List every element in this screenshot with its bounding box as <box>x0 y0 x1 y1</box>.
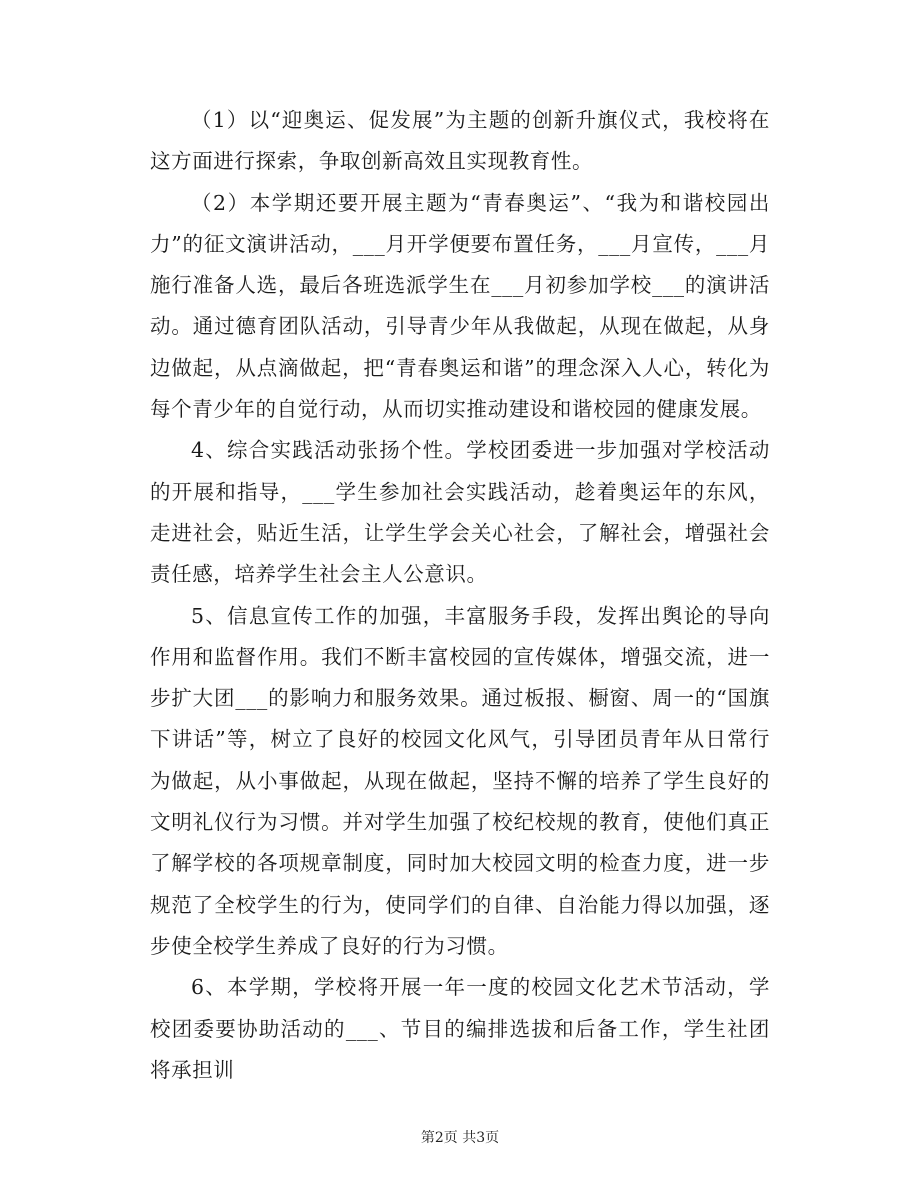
paragraph-publicity-work: 5、信息宣传工作的加强，丰富服务手段，发挥出舆论的导向作用和监督作用。我们不断丰富校园的宣传媒体，增强交流，进一步扩大团___的影响力和服务效果。通过板报、橱窗、周一的“国旗下讲话”等，树立了良好的校园文化风气，引导团员青年从日常行为做起，从小事做起，从现在做起，坚持不懈的培养了学生良好的文明礼仪行为习惯。并对学生加强了校纪校规的教育，使他们真正了解学校的各项规章制度，同时加大校园文明的检查力度，进一步规范了全校学生的行为，使同学们的自律、自治能力得以加强，逐步使全校学生养成了良好的行为习惯。 <box>150 603 770 958</box>
paragraph-practice-activities: 4、综合实践活动张扬个性。学校团委进一步加强对学校活动的开展和指导，___学生参加社会实践活动，趁着奥运年的东风，走进社会，贴近生活，让学生学会关心社会，了解社会，增强社会责任感，培养学生社会主人公意识。 <box>150 438 770 587</box>
document-body <box>150 100 770 1091</box>
page-indicator: 第2页 共3页 <box>420 1130 500 1146</box>
paragraph-flag-ceremony: （1）以“迎奥运、促发展”为主题的创新升旗仪式，我校将在这方面进行探索，争取创新高效且实现教育性。 <box>150 108 770 174</box>
paragraph-speech-contest: （2）本学期还要开展主题为“青春奥运”、“我为和谐校园出力”的征文演讲活动，___月开学便要布置任务，___月宣传，___月施行准备人选，最后各班选派学生在___月初参加学校___的演讲活动。通过德育团队活动，引导青少年从我做起，从现在做起，从身边做起，从点滴做起，把“青春奥运和谐”的理念深入人心，转化为每个青少年的自觉行动，从而切实推动建设和谐校园的健康发展。 <box>150 190 770 422</box>
paragraph-art-festival: 6、本学期，学校将开展一年一度的校园文化艺术节活动，学校团委要协助活动的___、节目的编排选拔和后备工作，学生社团将承担训 <box>150 975 770 1082</box>
